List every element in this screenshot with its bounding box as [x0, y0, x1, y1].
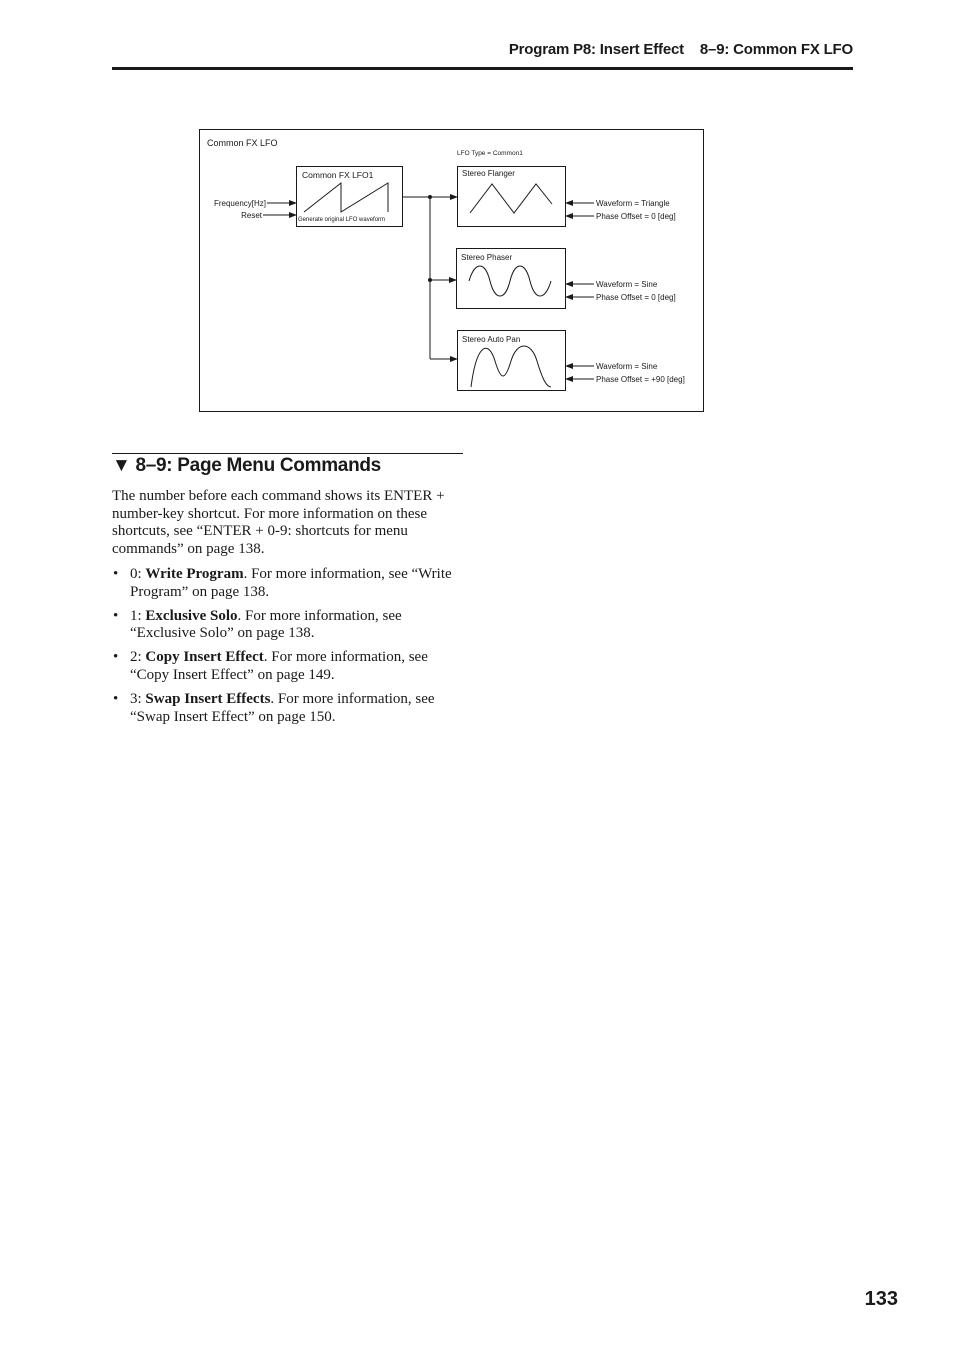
command-name: Exclusive Solo	[145, 607, 238, 624]
lfo-source-title: Common FX LFO1	[302, 170, 374, 180]
lfo-type-label: LFO Type = Common1	[457, 150, 523, 157]
flanger-phase-label: Phase Offset = 0 [deg]	[596, 212, 676, 221]
bullet-icon: •	[113, 607, 119, 624]
command-number: 3:	[130, 691, 146, 708]
header-subsection: 8–9: Common FX LFO	[699, 41, 853, 58]
effect-name-phaser: Stereo Phaser	[461, 253, 513, 262]
bullet-icon: •	[113, 691, 119, 708]
section-rule	[112, 453, 463, 454]
command-description: . For more information, see “Swap Insert Effect” on page 150.	[130, 691, 435, 725]
command-description: . For more information, see “Exclusive Solo” on page 138.	[130, 607, 402, 642]
effect-name-flanger: Stereo Flanger	[462, 169, 515, 178]
lfo-source-caption: Generate original LFO waveform	[298, 217, 386, 223]
autopan-phase-label: Phase Offset = +90 [deg]	[596, 375, 685, 384]
section-heading-text: 8–9: Page Menu Commands	[135, 455, 381, 476]
command-name: Copy Insert Effect	[145, 649, 264, 666]
bullet-icon: •	[113, 649, 119, 666]
input-reset-label: Reset	[241, 211, 262, 220]
common-fx-lfo-diagram	[199, 129, 704, 412]
list-item	[112, 691, 464, 726]
command-description: . For more information, see “Write Program” on page 138.	[130, 566, 452, 600]
input-frequency-label: Frequency[Hz]	[213, 199, 266, 208]
header-rule	[112, 67, 853, 70]
flanger-waveform-label: Waveform = Triangle	[596, 199, 670, 208]
command-number: 0:	[130, 566, 146, 582]
command-name: Write Program	[145, 566, 244, 582]
list-item	[112, 608, 464, 643]
phaser-waveform-label: Waveform = Sine	[596, 280, 658, 289]
header-section: Program P8: Insert Effect	[508, 41, 684, 58]
effect-name-autopan: Stereo Auto Pan	[462, 335, 521, 344]
command-number: 1:	[130, 607, 146, 624]
bullet-icon: •	[113, 566, 119, 582]
list-item	[112, 649, 464, 684]
intro-paragraph: The number before each command shows its ENTER + number-key shortcut. For more information on these shortcuts, see “ENTER + 0-9: shortcuts for menu commands” on page 138.	[112, 488, 445, 557]
triangle-down-icon: ▼	[112, 455, 131, 476]
section-heading	[112, 455, 381, 477]
command-description: . For more information, see “Copy Insert Effect” on page 149.	[130, 649, 428, 683]
junction-dot-2	[428, 278, 432, 282]
page-number: 133	[864, 1288, 898, 1310]
frame-label: Common FX LFO	[207, 138, 278, 148]
list-item	[112, 566, 464, 601]
running-header	[509, 41, 853, 58]
phaser-phase-label: Phase Offset = 0 [deg]	[596, 293, 676, 302]
command-name: Swap Insert Effects	[145, 691, 271, 708]
autopan-waveform-label: Waveform = Sine	[596, 362, 658, 371]
command-list	[112, 566, 464, 733]
command-number: 2:	[130, 649, 146, 666]
